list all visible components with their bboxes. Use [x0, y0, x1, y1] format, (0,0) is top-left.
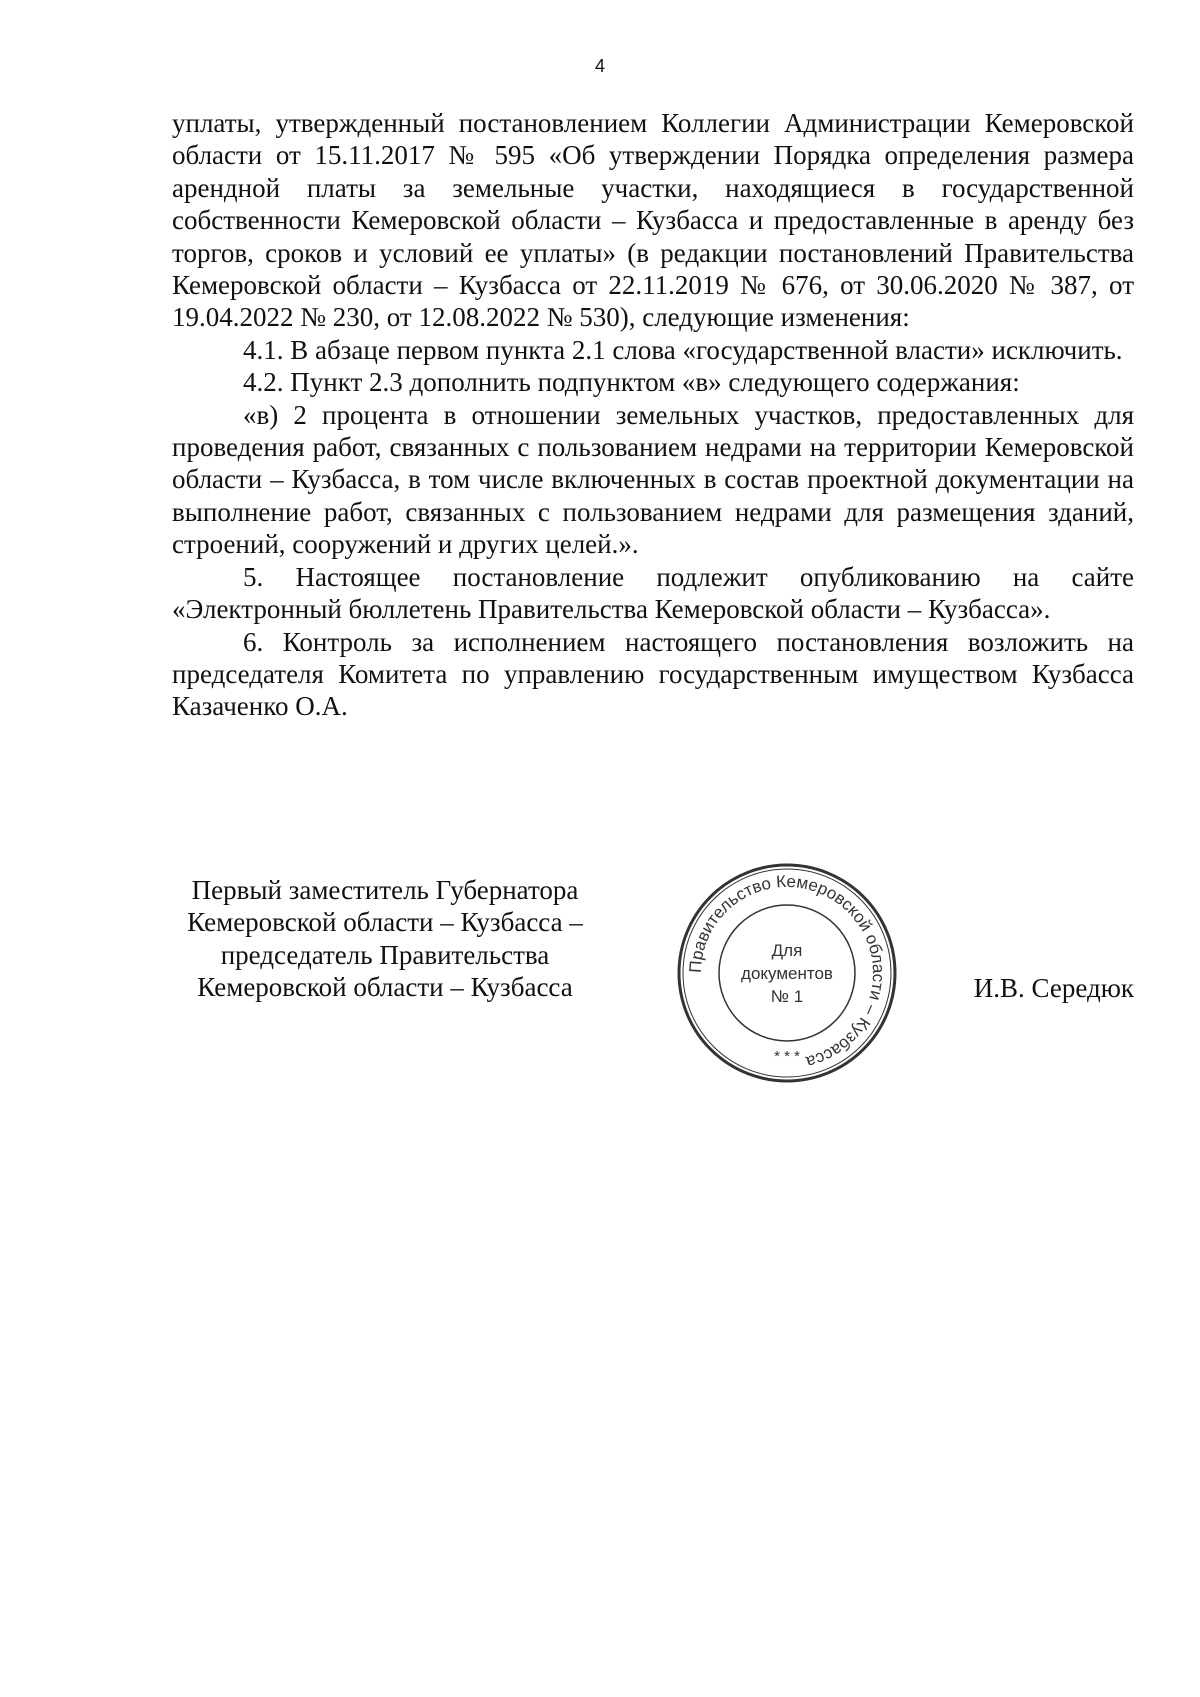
document-body: [172, 107, 1134, 723]
page-number: 4: [594, 56, 605, 76]
signatory-title-line: Первый заместитель Губернатора: [191, 875, 579, 905]
signatory-name: И.В. Середюк: [973, 973, 1134, 1003]
seal-graphic: [672, 858, 902, 1088]
paragraph-amendment-intro: уплаты, утвержденный постановлением Коллегии Администрации Кемеровской области от 15.11.2017 № 595 «Об утверждении Порядка определения размера арендной платы за земельные участки, находящиеся в государственной собственности Кемеровской области – Кузбасса и предоставленные в аренду без торгов, сроков и условий ее уплаты» (в редакции постановлений Правительства Кемеровской области – Кузбасса от 22.11.2019 № 676, от 30.06.2020 № 387, от 19.04.2022 № 230, от 12.08.2022 № 530), следующие изменения:: [172, 108, 1134, 333]
official-seal-stamp: [672, 858, 902, 1088]
signatory-title-line: Кемеровской области – Кузбасса –: [187, 907, 583, 938]
seal-center-line: № 1: [770, 987, 804, 1006]
paragraph-4-2: 4.2. Пункт 2.3 дополнить подпунктом «в» следующего содержания:: [243, 367, 1020, 398]
signatory-title-line: председатель Правительства: [220, 939, 550, 970]
paragraph-5: 5. Настоящее постановление подлежит опубликованию на сайте «Электронный бюллетень Правительства Кемеровской области – Кузбасса».: [172, 561, 1134, 625]
seal-stars: * * *: [774, 1048, 800, 1065]
paragraph-4-1: 4.1. В абзаце первом пункта 2.1 слова «государственной власти» исключить.: [243, 334, 1123, 365]
signatory-title-line: Кемеровской области – Кузбасса: [197, 972, 573, 1003]
paragraph-subpoint-v: «в) 2 процента в отношении земельных участков, предоставленных для проведения работ, связанных с пользованием недрами на территории Кемеровской области – Кузбасса, в том числе включенных в состав проектной документации на выполнение работ, связанных с пользованием недрами для размещения зданий, строений, сооружений и других целей.».: [172, 399, 1134, 560]
seal-center-line: Для: [771, 941, 803, 960]
signatory-title: [160, 874, 610, 1004]
paragraph-6: 6. Контроль за исполнением настоящего постановления возложить на председателя Комитета по управлению государственным имуществом Кузбасса Казаченко О.А.: [172, 626, 1134, 722]
seal-ring-textpath: Правительство Кемеровской области – Кузбасса: [685, 871, 889, 1072]
seal-center-line: документов: [741, 964, 833, 983]
